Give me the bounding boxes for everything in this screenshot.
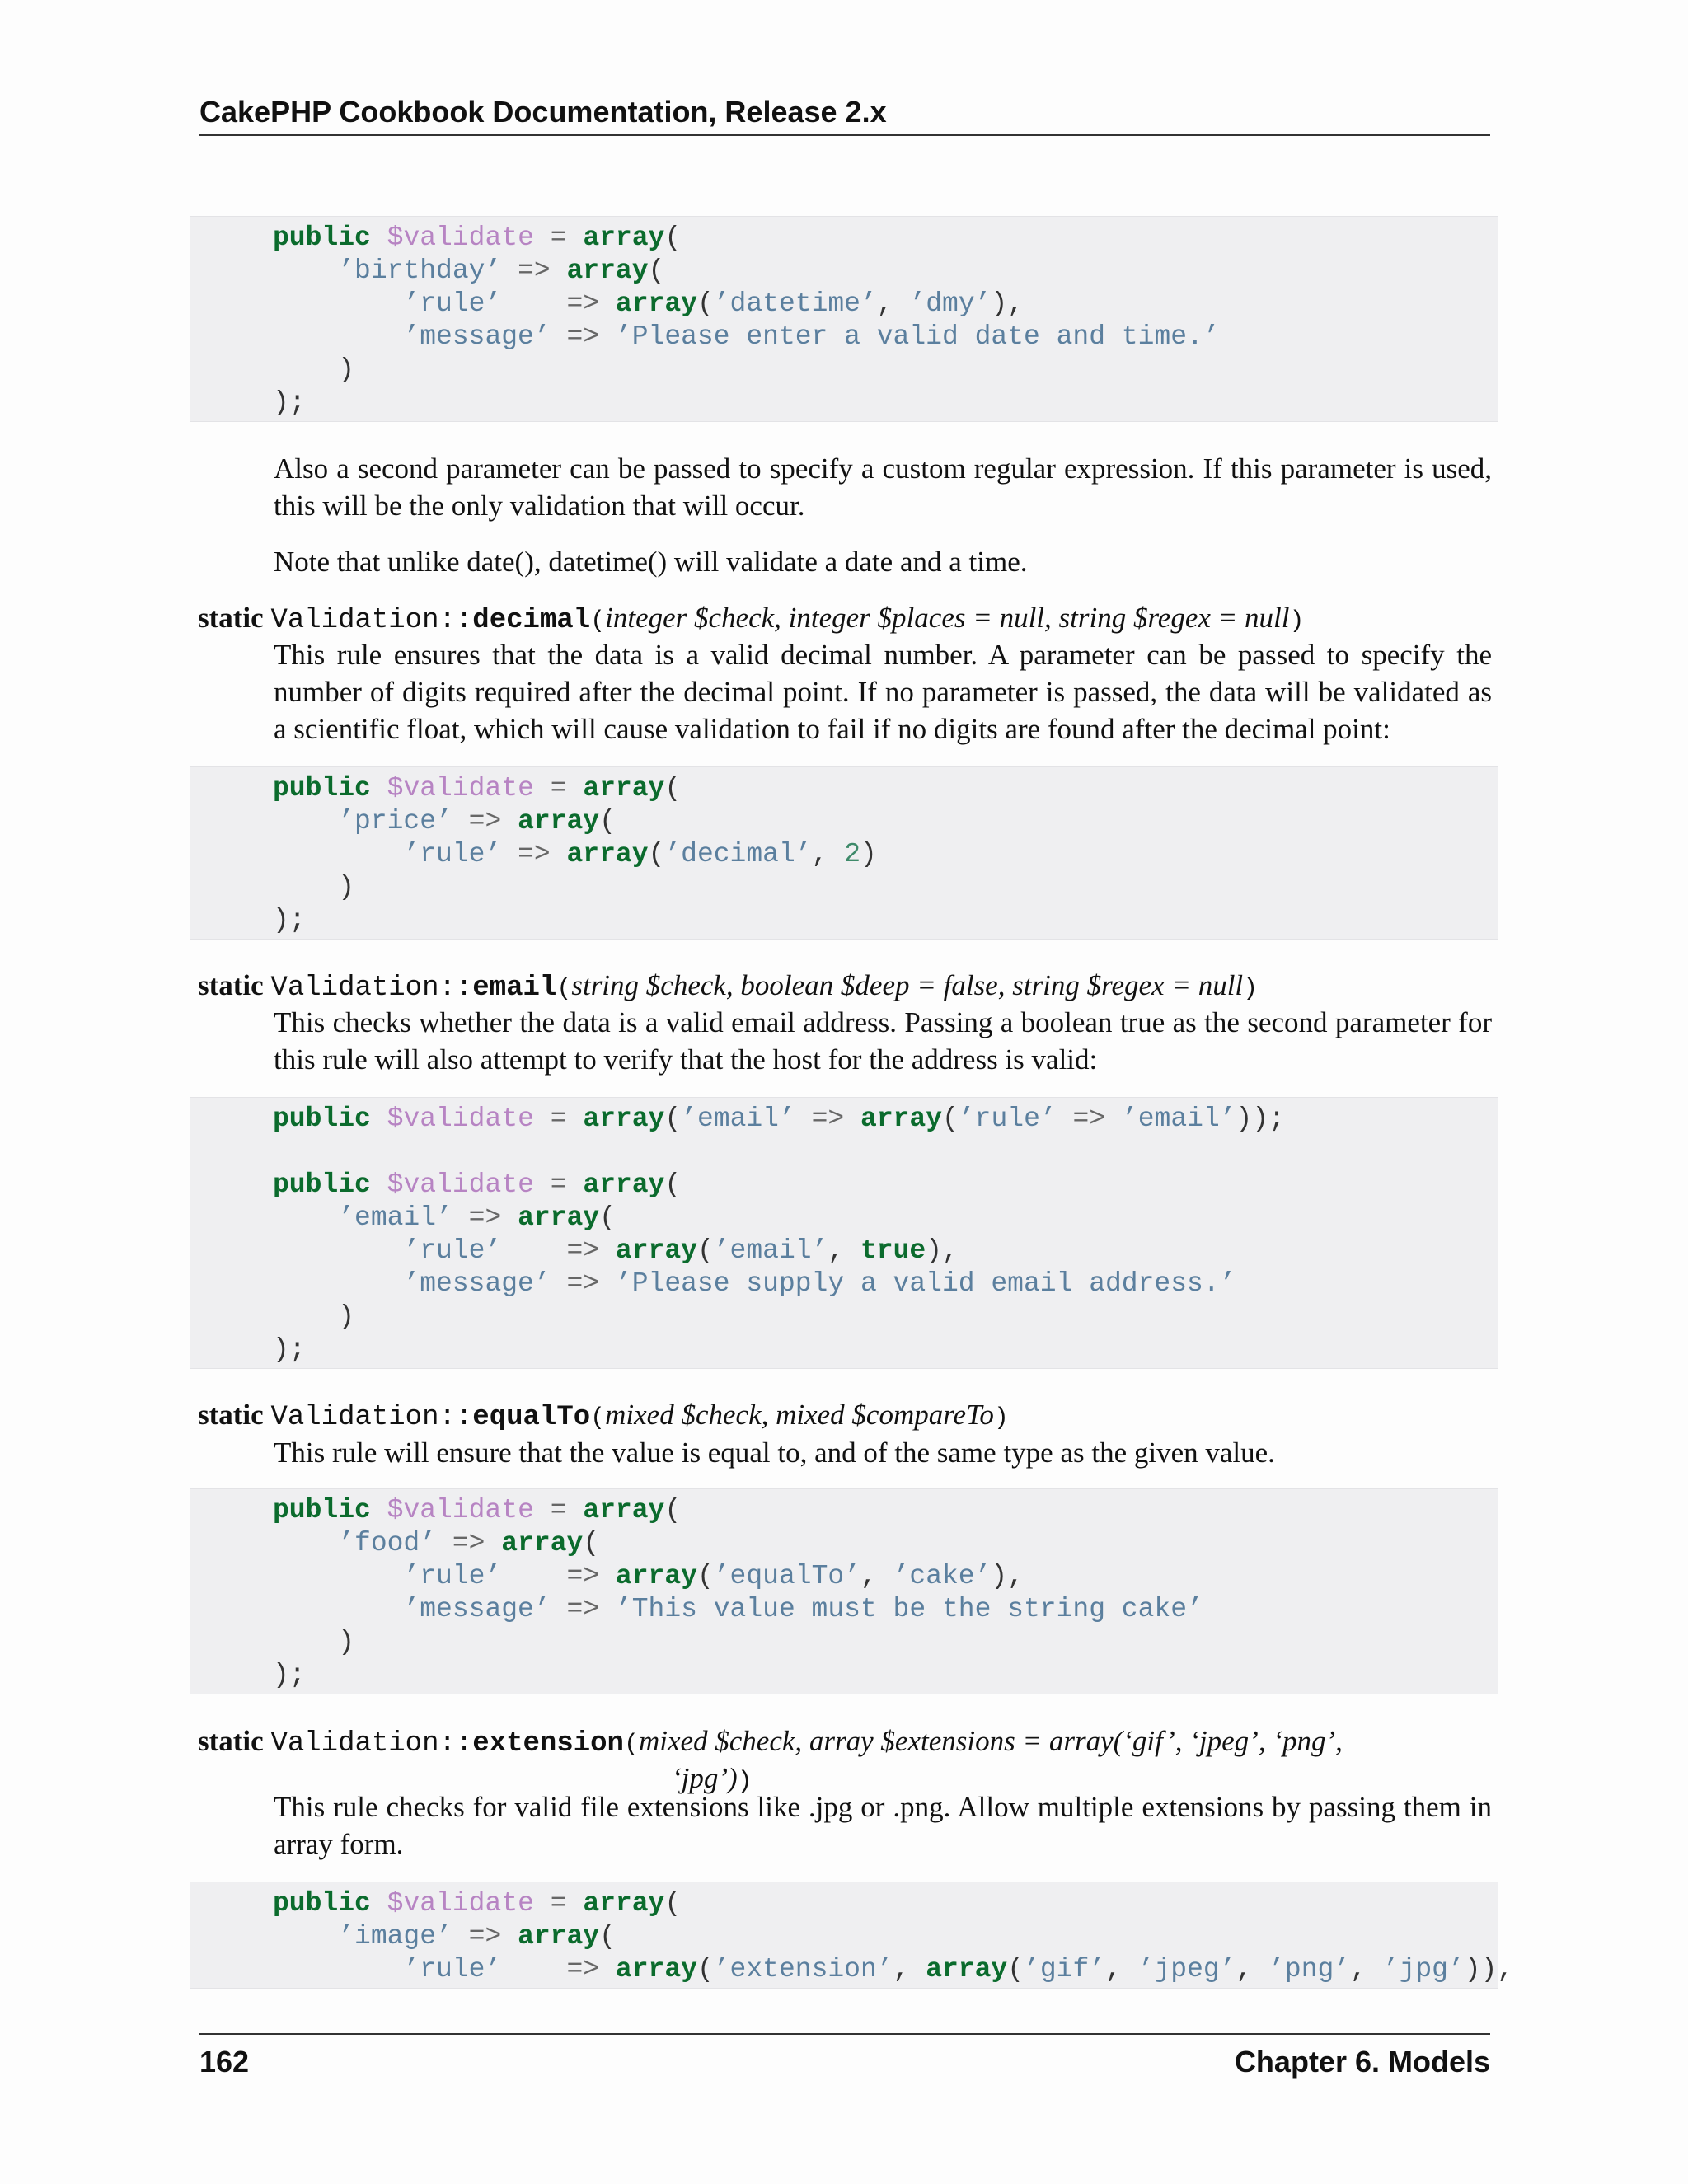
code-block-extension xyxy=(190,1882,1514,1989)
header-rule xyxy=(199,134,1490,136)
class-name: Validation:: xyxy=(270,605,473,636)
method-name: decimal xyxy=(472,605,591,636)
page-number: 162 xyxy=(199,2045,250,2079)
signature-decimal xyxy=(198,599,1500,640)
open-paren: ( xyxy=(556,975,572,1003)
close-paren: ) xyxy=(1289,607,1305,635)
method-args: integer $check, integer $places = null, string $regex = null xyxy=(605,602,1290,634)
code-decimal: public $validate = array( ’price’ => array( ’rule’ => array(’decimal’, 2) ) ); xyxy=(273,773,877,935)
open-paren: ( xyxy=(590,1404,606,1432)
class-name: Validation:: xyxy=(270,1402,473,1433)
code-block-email xyxy=(190,1097,1498,1369)
method-args-continued: ‘jpg’) xyxy=(672,1762,738,1794)
chapter-title: Chapter 6. Models xyxy=(1234,2045,1490,2079)
code-datetime: public $validate = array( ’birthday’ => array( ’rule’ => array(’datetime’, ’dmy’), ’message’ => ’Please enter a valid date and time.’ ) ); xyxy=(273,223,1220,418)
method-args: string $check, boolean $deep = false, string $regex = null xyxy=(571,969,1244,1001)
static-keyword: static xyxy=(198,1725,264,1757)
paragraph-datetime-note: Note that unlike date(), datetime() will validate a date and a time. xyxy=(274,546,1028,578)
method-name: extension xyxy=(472,1728,624,1760)
signature-equalto xyxy=(198,1396,1500,1437)
description-email: This checks whether the data is a valid email address. Passing a boolean true as the second parameter for this rule will also attempt to verify that the host for the address is valid: xyxy=(274,1006,1492,1076)
code-block-equalto xyxy=(190,1488,1498,1694)
running-header: CakePHP Cookbook Documentation, Release 2.x xyxy=(199,95,887,129)
method-args: mixed $check, array $extensions = array(‘gif’, ‘jpeg’, ‘png’, xyxy=(638,1725,1343,1757)
code-block-decimal xyxy=(190,766,1498,940)
description-equalto: This rule will ensure that the value is equal to, and of the same type as the given value. xyxy=(274,1436,1275,1469)
code-extension: public $validate = array( ’image’ => array( ’rule’ => array(’extension’, array(’gif’, ’jpeg’, ’png’, ’jpg’)), xyxy=(273,1888,1514,1985)
signature-extension xyxy=(198,1722,1500,1764)
open-paren: ( xyxy=(590,607,606,635)
footer-rule xyxy=(199,2033,1490,2035)
paragraph-regex-note: Also a second parameter can be passed to specify a custom regular expression. If this parameter is used, this will be the only validation that will occur. xyxy=(274,452,1492,522)
code-email: public $validate = array(’email’ => array(’rule’ => ’email’)); public $validate = array( ’email’ => array( ’rule’ => array(’email’, true), ’message’ => ’Please supply a valid email address.’ ) ); xyxy=(273,1104,1285,1365)
class-name: Validation:: xyxy=(270,1728,473,1760)
class-name: Validation:: xyxy=(270,972,473,1004)
static-keyword: static xyxy=(198,602,264,634)
static-keyword: static xyxy=(198,1399,264,1431)
method-name: email xyxy=(472,972,557,1004)
close-paren: ) xyxy=(737,1768,753,1796)
close-paren: ) xyxy=(1243,975,1259,1003)
signature-email xyxy=(198,967,1500,1008)
method-name: equalTo xyxy=(472,1402,591,1433)
method-args: mixed $check, mixed $compareTo xyxy=(605,1399,994,1431)
close-paren: ) xyxy=(993,1404,1009,1432)
static-keyword: static xyxy=(198,969,264,1001)
code-equalto: public $validate = array( ’food’ => array( ’rule’ => array(’equalTo’, ’cake’), ’message’ => ’This value must be the string cake’ ) ); xyxy=(273,1495,1203,1690)
description-decimal: This rule ensures that the data is a valid decimal number. A parameter can be passed to specify the number of digits required after the decimal point. If no parameter is passed, the data will be validated as a scientific float, which will cause validation to fail if no digits are found after the decimal point: xyxy=(274,639,1492,745)
description-extension: This rule checks for valid file extensions like .jpg or .png. Allow multiple extensions by passing them in array form. xyxy=(274,1791,1492,1860)
code-block-datetime xyxy=(190,216,1498,422)
open-paren: ( xyxy=(623,1731,639,1759)
